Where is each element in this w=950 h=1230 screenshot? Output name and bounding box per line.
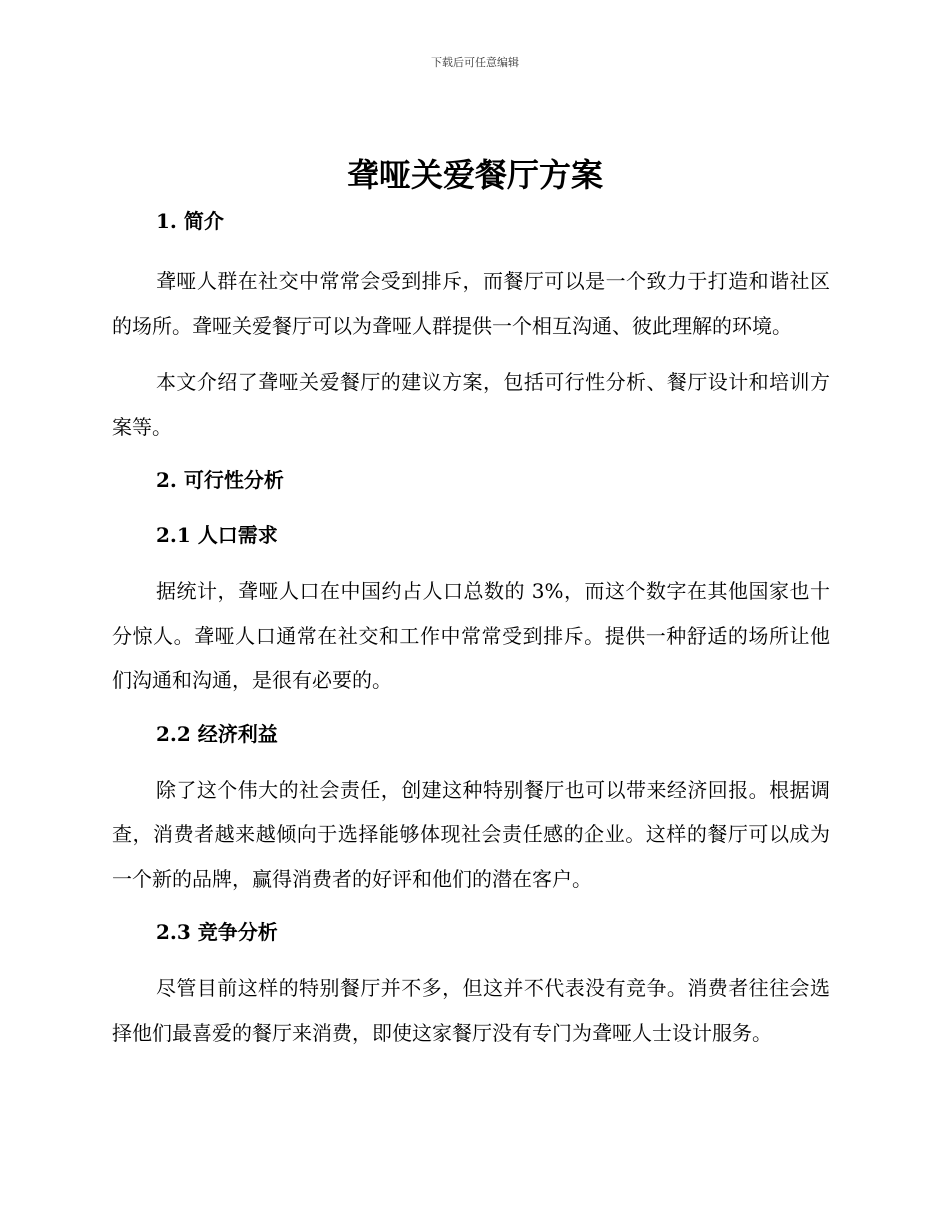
section-heading-intro: 1. 简介 bbox=[156, 209, 224, 233]
document-title: 聋哑关爱餐厅方案 bbox=[346, 156, 603, 194]
intro-paragraph-1: 聋哑人群在社交中常常会受到排斥，而餐厅可以是一个致力于打造和谐社区的场所。聋哑关爱餐厅可以为聋哑人群提供一个相互沟通、彼此理解的环境。 bbox=[112, 269, 830, 338]
document-body bbox=[112, 205, 830, 1055]
demand-paragraph: 据统计，聋哑人口在中国约占人口总数的 3%，而这个数字在其他国家也十分惊人。聋哑人口通常在社交和工作中常常受到排斥。提供一种舒适的场所让他们沟通和沟通，是很有必要的。 bbox=[112, 579, 830, 692]
section-heading-feasibility: 2. 可行性分析 bbox=[156, 468, 284, 492]
page-header-note: 下载后可任意编辑 bbox=[431, 56, 519, 69]
section-heading-economic: 2.2 经济利益 bbox=[156, 721, 278, 746]
section-heading-demand: 2.1 人口需求 bbox=[156, 523, 278, 547]
intro-paragraph-2: 本文介绍了聋哑关爱餐厅的建议方案，包括可行性分析、餐厅设计和培训方案等。 bbox=[112, 370, 830, 439]
economic-paragraph: 除了这个伟大的社会责任，创建这种特别餐厅也可以带来经济回报。根据调查，消费者越来越倾向于选择能够体现社会责任感的企业。这样的餐厅可以成为一个新的品牌，赢得消费者的好评和他们的潜在客户。 bbox=[112, 777, 830, 891]
section-heading-competition: 2.3 竞争分析 bbox=[156, 920, 278, 944]
competition-paragraph: 尽管目前这样的特别餐厅并不多，但这并不代表没有竞争。消费者往往会选择他们最喜爱的餐厅来消费，即使这家餐厅没有专门为聋哑人士设计服务。 bbox=[112, 976, 830, 1045]
